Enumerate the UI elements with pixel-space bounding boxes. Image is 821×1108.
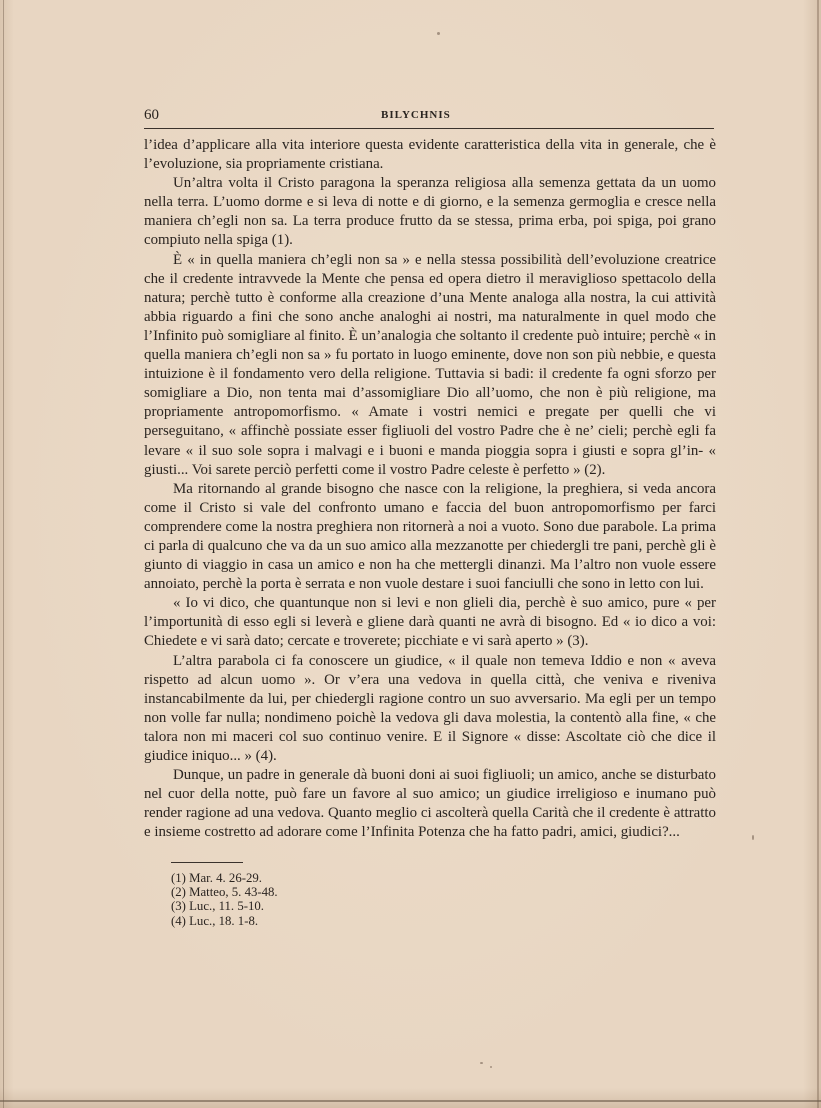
- paper-speck: [752, 835, 754, 840]
- running-title: BILYCHNIS: [381, 109, 451, 121]
- paragraph: L’altra parabola ci fa conoscere un giudice, « il quale non temeva Iddio e non « aveva rispetto ad alcun uomo ». Or v’era una vedova in quella città, che veniva e riveniva instancabilmente da lui, per chiedergli ragione contro un suo avversario. Ma egli per un tempo non volle far nulla; nondimeno poichè la vedova gli dava molestia, la contentò alla fine, « che talora non mi maceri col suo continuo venire. E il Signore « disse: Ascoltate ciò che dice il giudice iniquo... » (4).: [144, 652, 716, 764]
- footnote-rule: [171, 862, 243, 863]
- paragraph: l’idea d’applicare alla vita interiore questa evidente caratteristica della vita in generale, che è l’evoluzione, sia propriamente cristiana.: [144, 137, 716, 173]
- page-number: 60: [144, 107, 159, 123]
- paragraph: « Io vi dico, che quantunque non si levi e non glieli dia, perchè è suo amico, pure « per l’importunità di esso egli si leverà e gliene darà quanti ne avrà di bisogno. Ed « io dico a voi: Chiedete e vi sarà dato; cercate e troverete; picchiate e vi sarà aperto » (3).: [144, 595, 716, 650]
- header-rule: [144, 128, 714, 129]
- page-edge-bottom: [0, 1100, 821, 1102]
- paragraph: Ma ritornando al grande bisogno che nasce con la religione, la preghiera, si veda ancora come il Cristo si vale del confronto umano e faccia del buon antropomorfismo per farci comprendere come la nostra preghiera non ritornerà a noi a vuoto. Sono due parabole. La prima ci parla di qualcuno che va da un suo amico alla mezzanotte per chiedergli tre pani, perchè gli è giunto di viaggio in casa un amico e non ha che mettergli dinanzi. Ma l’altro non vuole essere annoiato, perchè la porta è serrata e non vuole destare i suoi fanciulli che sono in letto con lui.: [144, 480, 716, 593]
- footnote: (1) Mar. 4. 26-29.: [171, 871, 262, 885]
- paragraph: È « in quella maniera ch’egli non sa » e nella stessa possibilità dell’evoluzione creatrice che il credente intravvede la Mente che pensa ed opera dietro il meraviglioso spettacolo della natura; perchè tutto è conforme alla creazione d’una Mente analoga alla nostra, la cui attività abbia riguardo a fini che sono anche analoghi ai nostri, ma naturalmente in quel modo che l’Infinito può somigliare al finito. È un’analogia che soltanto il credente può intuire; perchè « in quella maniera ch’egli non sa » fu portato in luogo eminente, dove non son più nebbie, e questa intuizione è il fondamento vero della religione. Tuttavia si badi: il credente fa ogni sforzo per somigliare a Dio, non tenta mai d’assomigliare Dio all’uomo, che non è più religione, ma propriamente antropomorfismo. « Amate i vostri nemici e pregate per quelli che vi perseguitano, « affinchè possiate esser figliuoli del vostro Padre che è ne’ cieli; perchè egli fa levare « il suo sole sopra i malvagi e i buoni e manda pioggia sopra i giusti e sopra gl’in- « giusti... Voi sarete perciò perfetti come il vostro Padre celeste è perfetto » (2).: [144, 251, 716, 478]
- body-text: [144, 136, 716, 842]
- paper-speck: [437, 32, 440, 35]
- page-edge-left: [3, 0, 4, 1108]
- paper-speck: [490, 1066, 492, 1068]
- paragraph: Dunque, un padre in generale dà buoni doni ai suoi figliuoli; un amico, anche se disturbato nel cuor della notte, può fare un favore al suo amico; un giudice irreligioso e inumano può render ragione ad una vedova. Quanto meglio ci ascolterà quella Carità che il credente è attratto e insieme costretto ad adorare come l’Infinita Potenza che ha fatto padri, amici, giudici?...: [144, 767, 716, 841]
- footnote: (3) Luc., 11. 5-10.: [171, 899, 264, 914]
- paper-speck: [480, 1062, 483, 1064]
- footnote: (4) Luc., 18. 1-8.: [171, 913, 259, 928]
- footnotes: [171, 871, 278, 928]
- page-edge-right: [817, 0, 819, 1108]
- footnote: (2) Matteo, 5. 43-48.: [171, 885, 278, 900]
- running-header: [144, 107, 714, 127]
- paragraph: Un’altra volta il Cristo paragona la speranza religiosa alla semenza gettata da un uomo nella terra. L’uomo dorme e si leva di notte e di giorno, e la semenza germoglia e cresce nella maniera ch’egli non sa. La terra produce frutto da se stessa, prima erba, poi spiga, poi grano compiuto nella spiga (1).: [144, 175, 716, 249]
